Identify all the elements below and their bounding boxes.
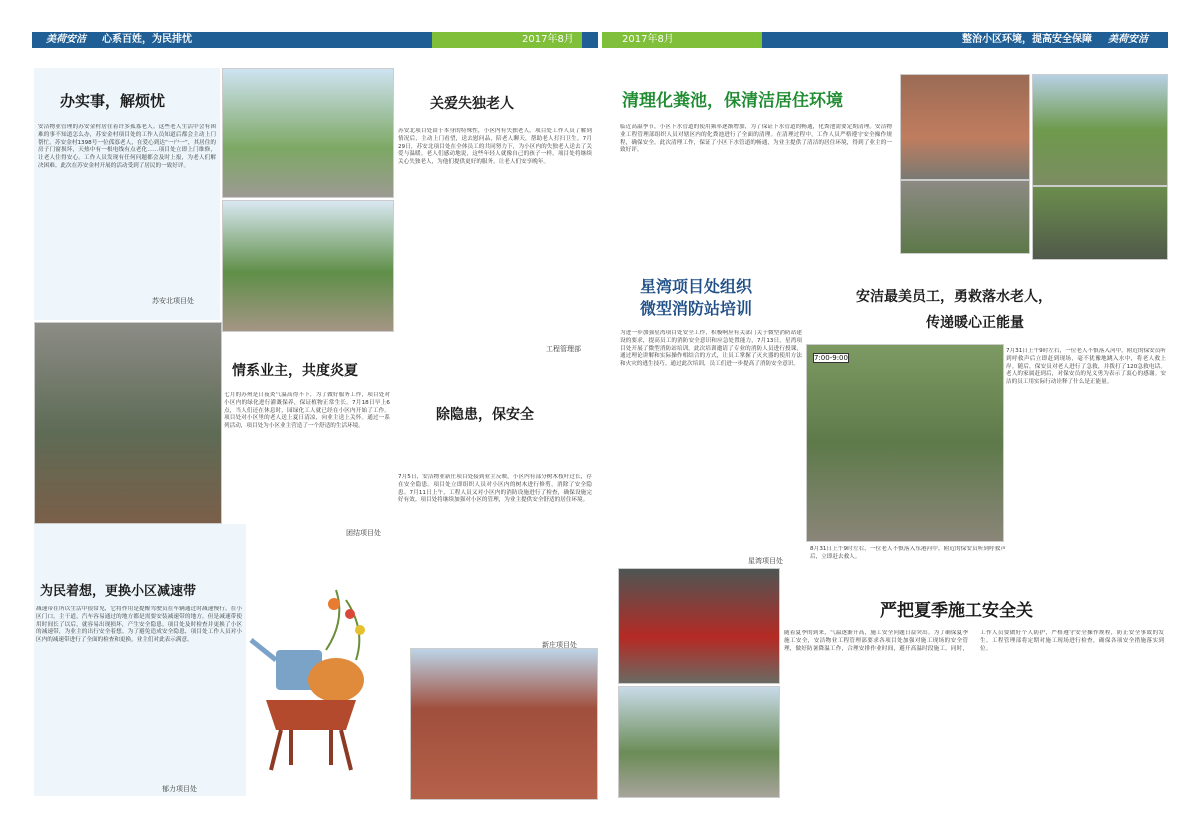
article-body: 减速带在所以生活中很常见，它将作用是提醒驾驶员在车辆通过时减速慢行。在小区门口，主干道，汽车容易通过的地方都是需要安装减速带的地方。但是减速带使用时间长了以后，就容易出现损坏，产生安全隐患。项目处及时检查并更换了小区的减速带，为业主的出行安全着想。为了避免造成安全隐患，项目处工作人员对小区内的减速带进行了全面的检查和更换，业主们对此表示满意。 [36,606,242,644]
article-block [618,70,898,280]
right-header-bar [602,32,1168,48]
article-title: 除隐患，保安全 [436,407,534,423]
article-body: 安洁物业管理的苏安金村居住着许多孤寡老人。这些老人生活中会有困难的事不知道怎么办，苏安金村项目处的工作人员知道后都会主动上门帮忙。苏安金村1398号一位孤寡老人，在爱心到达“一户一”，其居住的房子门窗损坏，天热中有一根电线有点老化……项目处立即上门维修，让老人住得安心。工作人员发现有任何问题都会及时上报，为老人们解决困难。此次在苏安金村开展的活动受到了居民的一致好评。 [38,124,216,169]
article-title: 安洁最美员工，勇救落水老人， [856,289,1052,305]
article-body: 随着夏季的到来，气温逐渐升高，施工安全问题日益突出。为了确保夏季施工安全，安洁物业工程管理部要求各项目处加强对施工现场的安全管理，做好防暑降温工作，合理安排作业时间，避开高温时段施工。同时，工作人员要做好个人防护，严格遵守安全操作规程，防止安全事故的发生。工程管理部将定期对施工现场进行检查，确保各项安全措施落实到位。 [784,630,1164,652]
sewage-photo [900,74,1030,180]
article-signature: 团结项目处 [346,529,381,537]
article-block [780,584,1168,798]
brand-name: 美荷安洁 [46,34,86,45]
header-date: 2017年8月 [622,34,674,45]
sewage-photo [1032,74,1168,186]
article-title: 关爱失独老人 [430,96,514,112]
fire-training-photo [618,568,780,684]
article-block [396,340,596,648]
header-date: 2017年8月 [522,34,574,45]
article-title: 办实事，解烦忧 [60,92,166,110]
article-title: 清理化粪池，保清洁居住环境 [622,91,843,111]
article-body: 为进一步加强星湾项目处安全工作，积极响应有关部门关于微型消防站建设的要求，提高员工的消防安全意识和应急处置能力，7月13日，星湾项目处开展了微型消防站培训。此次培训邀请了专业的消防人员进行授课，通过理论讲解和实际操作相结合的方式，让员工掌握了灭火器的使用方法和火灾的逃生技巧。通过此次培训，员工们进一步提高了消防安全意识。 [620,330,802,368]
roof-photo [410,648,598,800]
header-slogan: 整治小区环境，提高安全保障 [962,34,1092,45]
article-title: 严把夏季施工安全关 [880,601,1033,621]
header-slogan: 心系百姓，为民排忧 [102,34,192,45]
photo-caption: 8月31日上午9时左右，一位老人不慎落入东港河中，附近的保安员听到呼救声后，立即赶去救人。 [810,546,1006,560]
article-block [34,524,246,796]
article-body: 7月5日，安洁物业新庄项目处接到业主反映，小区内有部分树木枝叶过长，存在安全隐患。项目处立即组织人员对小区内的树木进行修剪，消除了安全隐患。7月11日上午，工程人员又对小区内的消防设施进行了检查，确保设施完好有效。项目处将继续加强对小区的管理，为业主提供安全舒适的居住环境。 [398,474,592,504]
article-title: 微型消防站培训 [640,299,753,318]
watering-can-illustration [246,580,396,780]
article-signature: 苏安北项目处 [152,297,194,305]
left-header-bar [32,32,598,48]
article-body: 七月的苏州是日夜炎气温高得不下，为了做好服务工作，项目处对小区内的绿化进行灌溉保养，保证植物正常生长。7月18日早上6点，当人们还在休息时，园绿化工人就已经在小区内开始了工作。项目处对小区里的老人送上夏日清凉，向业主送上关怀。通过一系列活动，项目处为小区业主营造了一个舒适的生活环境。 [224,392,390,430]
brand-name: 美荷安洁 [1108,34,1148,45]
pergola-photo [222,68,394,198]
article-signature: 工程管理部 [546,345,581,353]
article-block [396,68,596,330]
rescue-photo [806,344,1004,542]
pergola-photo [222,200,394,332]
article-block [806,278,1168,578]
fire-training-photo [618,686,780,798]
sewage-photo [1032,186,1168,260]
article-body: 7月31日上午9时左右，一位老人不慎落入河中，附近的保安员听到呼救声后立即赶到现场，毫不犹豫地跳入水中，将老人救上岸。随后，保安员对老人进行了急救，并拨打了120急救电话。老人的家属赶到后，对保安员的见义勇为表示了衷心的感谢。安洁的员工用实际行动诠释了什么是正能量。 [1006,348,1166,386]
article-block [618,270,804,566]
article-signature: 郁力项目处 [162,785,197,793]
article-block [34,68,220,320]
left-page [0,0,598,822]
article-signature: 星湾项目处 [748,557,783,565]
article-signature: 新庄项目处 [542,641,577,648]
article-title: 星湾项目处组织 [640,277,753,296]
article-block [222,332,392,548]
article-body: 苏安北项目处由于本身的特殊性，小区内有失独老人。项目处工作人员了解到情况后，主动上门看望，送去慰问品，陪老人聊天，帮助老人打扫卫生。7月29日，苏安北项目处在全体员工的共同努力下，为小区内的失独老人送去了关爱与温暖。老人们感动地说，这些年轻人就像自己的孩子一样。项目处将继续关心失独老人，为他们提供更好的服务，让老人们安享晚年。 [398,128,592,166]
article-body: 临近高温季节，小区下水管道的使用频率逐渐增加，为了保证下水管道的畅通，化粪池需要定期清理。安洁物业工程管理部组织人员对辖区内的化粪池进行了全面的清理。在清理过程中，工作人员严格遵守安全操作规程，确保安全。此次清理工作，保证了小区下水管道的畅通，为业主提供了清洁的居住环境，得到了业主的一致好评。 [620,124,892,154]
time-sign: 7:00-9:00 [814,354,848,362]
article-title: 为民着想，更换小区减速带 [40,584,197,599]
right-page [602,0,1200,822]
article-title: 传递暖心正能量 [926,315,1024,331]
repair-photo [34,322,222,524]
sewage-photo [900,180,1030,254]
article-title: 情系业主，共度炎夏 [232,363,358,379]
